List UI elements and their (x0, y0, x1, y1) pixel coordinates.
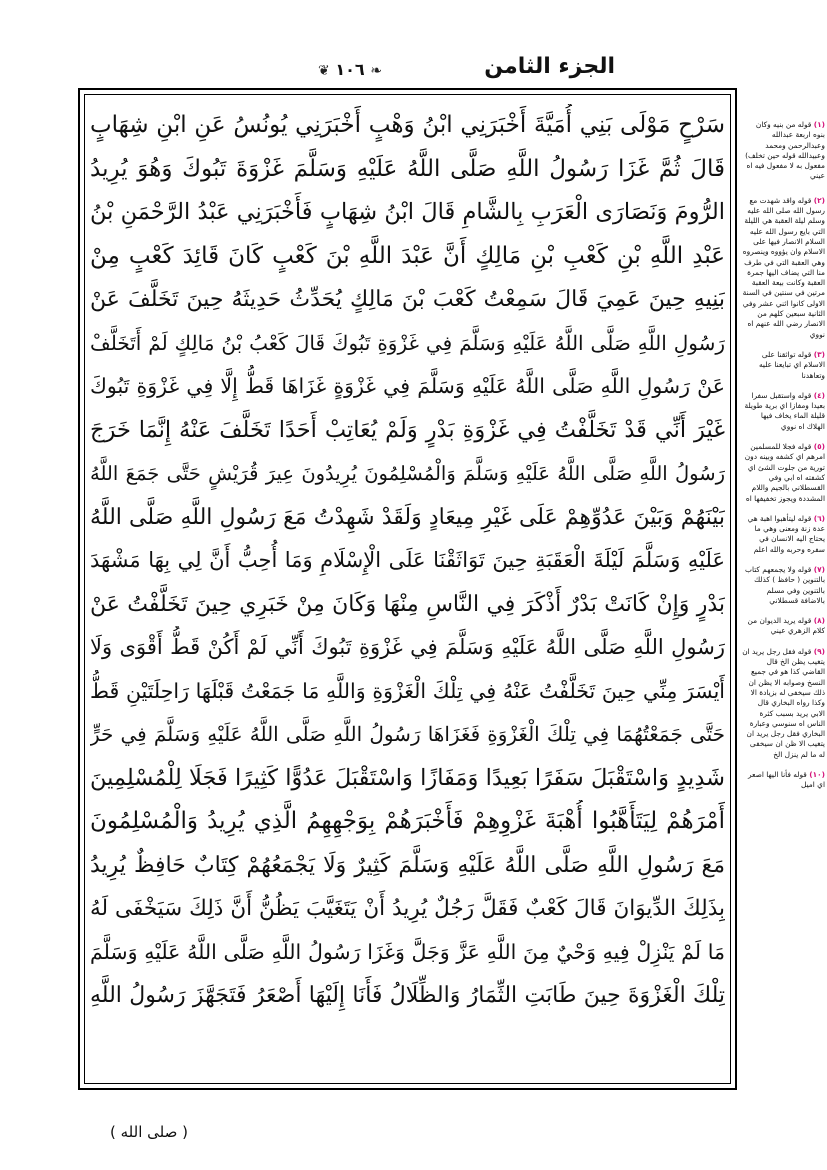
main-line: سَرْحٍ مَوْلَى بَنِي أُمَيَّةَ أَخْبَرَنِي ابْنُ وَهْبٍ أَخْبَرَنِي يُونُسُ عَنِ ابْنِ شِهَابٍ (90, 112, 725, 138)
main-line: عَنْ رَسُولِ اللَّهِ صَلَّى اللَّهُ عَلَيْهِ وَسَلَّمَ فِي غَزْوَةٍ غَزَاهَا قَطُّ إِلَّا فِي غَزْوَةِ تَبُوكَ (90, 374, 725, 398)
note-text: قوله واقد شهدت مع رسول الله صلى الله عليه وسلم ليلة العقبة هي الليلة التي بايع رسول الله عليه السلام الانصار فيها على الاسلام وان يؤووه وينصروه وهي العقبة التي في طرف منا التي يضاف اليها جمرة العقبة وكانت بيعة العقبة مرتين في سنتين في السنة الاولى كانوا اثني عشر وفي الثانية سبعين كلهم من الانصار رضي الله عنهم اه نووي (742, 195, 825, 339)
main-line: بَنِيهِ حِينَ عَمِيَ قَالَ سَمِعْتُ كَعْبَ بْنَ مَالِكٍ يُحَدِّثُ حَدِيثَهُ حِينَ تَخَلَّفَ عَنْ (90, 287, 725, 312)
note-number: (٣) (813, 349, 825, 359)
main-line: تِلْكَ الْغَزْوَةَ حِينَ طَابَتِ الثِّمَارُ وَالظِّلَالُ فَأَنَا إِلَيْهَا أَصْعَرُ فَتَجَهَّزَ رَسُولُ اللَّهِ (90, 983, 725, 1008)
main-line: الرُّومَ وَنَصَارَى الْعَرَبِ بِالشَّامِ قَالَ ابْنُ شِهَابٍ فَأَخْبَرَنِي عَبْدُ الرَّحْمَنِ بْنُ (90, 199, 725, 225)
main-line: رَسُولِ اللَّهِ صَلَّى اللَّهُ عَلَيْهِ وَسَلَّمَ فِي غَزْوَةِ تَبُوكَ أَنِّي لَمْ أَكُنْ قَطُّ أَقْوَى وَلَا (90, 635, 725, 659)
note (742, 514, 825, 555)
note-text: قوله ولا يجمعهم كتاب بالتنوين ( حافظ ) كذلك بالتنوين وفي مسلم بالاضافة قسطلاني (744, 564, 825, 605)
note-text: قوله ليتأهبوا اهبة هي عدة زنة ومعنى وهي ما يحتاج اليه الانسان في سفره وحربه والله اعلم (747, 513, 825, 554)
note-number: (١) (813, 120, 825, 129)
right-ornament-icon: ❧ (370, 63, 382, 79)
page-number-value: ١٠٦ (335, 60, 365, 79)
note (742, 565, 825, 606)
note-text: قوله فأنا اليها اصعر اي اميل (747, 770, 825, 790)
note (742, 350, 825, 381)
note-text: قوله فجلا للمسلمين امرهم اي كشفه وبينه دون تورية من جلوت الشئ اي كشفته اه ابي وفي القسطلاني بالجيم واللام المشددة ويجوز تخفيفها اه (744, 442, 825, 503)
marginal-notes (742, 120, 825, 1090)
note-number: (٧) (813, 564, 825, 574)
main-text (90, 104, 725, 1084)
volume-title: الجزء الثامن (484, 54, 615, 79)
note-number: (٦) (813, 513, 825, 523)
note-number: (٢) (813, 195, 825, 205)
note (742, 647, 825, 760)
note-number: (٤) (813, 390, 825, 400)
note (742, 196, 825, 340)
main-line: أَيْسَرَ مِنِّي حِينَ تَخَلَّفْتُ عَنْهُ فِي تِلْكَ الْغَزْوَةِ وَاللَّهِ مَا جَمَعْتُ قَبْلَهَا رَاحِلَتَيْنِ قَطُّ (90, 678, 725, 703)
note-text: قوله تواثقنا على الاسلام اي تبايعنا عليه وتعاهدنا (758, 349, 825, 380)
note (742, 616, 825, 637)
catchword: ( صلى الله ) (110, 1123, 188, 1141)
note (742, 120, 825, 182)
main-line: غَيْرَ أَنِّي قَدْ تَخَلَّفْتُ فِي غَزْوَةِ بَدْرٍ وَلَمْ يُعَاتِبْ أَحَدًا تَخَلَّفَ عَنْهُ إِنَّمَا خَرَجَ (90, 416, 725, 443)
note-text: قوله من بنيه وكان بنوه اربعة عبدالله وعبدالرحمن ومحمد وعبيدالله قوله حين تخلف) مفعول به لا مفعول فيه اه عيني (745, 120, 825, 181)
note-number: (٩) (813, 646, 825, 656)
note-text: قوله يريد الديوان من كلام الزهري عيني (747, 616, 825, 636)
main-line: رَسُولُ اللَّهِ صَلَّى اللَّهُ عَلَيْهِ وَسَلَّمَ وَالْمُسْلِمُونَ يُرِيدُونَ عِيرَ قُرَيْشٍ حَتَّى جَمَعَ اللَّهُ (90, 462, 725, 485)
main-line: مَعَ رَسُولِ اللَّهِ صَلَّى اللَّهُ عَلَيْهِ وَسَلَّمَ كَثِيرٌ وَلَا يَجْمَعُهُمْ كِتَابٌ حَافِظٌ يُرِيدُ (90, 852, 725, 878)
note-number: (٨) (813, 616, 825, 626)
main-line: بَيْنَهُمْ وَبَيْنَ عَدُوِّهِمْ عَلَى غَيْرِ مِيعَادٍ وَلَقَدْ شَهِدْتُ مَعَ رَسُولِ اللَّهِ صَلَّى اللَّهُ (90, 504, 725, 530)
main-line: بَدْرٍ وَإِنْ كَانَتْ بَدْرٌ أَذْكَرَ فِي النَّاسِ مِنْهَا وَكَانَ مِنْ خَبَرِي حِينَ تَخَلَّفْتُ عَنْ (90, 591, 725, 617)
note-text: قوله فقل رجل يريد ان يتغيب يظن الخ قال القاضي كذا هو في جميع النسخ وصوابه الا يظن ان ذلك سيخفى له بزيادة الا وكذا رواه البخاري قال الابي يريد بسبب كثرة الناس اه سنوسي وعبارة البخاري فقل رجل يريد ان يتغيب الا ظن ان سيخفى له ما لم ينزل الخ (742, 646, 825, 759)
main-line: قَالَ ثُمَّ غَزَا رَسُولُ اللَّهِ صَلَّى اللَّهُ عَلَيْهِ وَسَلَّمَ غَزْوَةَ تَبُوكَ وَهُوَ يُرِيدُ (90, 155, 725, 182)
main-line: حَتَّى جَمَعْتُهُمَا فِي تِلْكَ الْغَزْوَةِ فَغَزَاهَا رَسُولُ اللَّهِ صَلَّى اللَّهُ عَلَيْهِ وَسَلَّمَ فِي حَرٍّ (90, 722, 725, 746)
note (742, 442, 825, 504)
main-line: عَبْدِ اللَّهِ بْنِ كَعْبِ بْنِ مَالِكٍ أَنَّ عَبْدَ اللَّهِ بْنَ كَعْبٍ كَانَ قَائِدَ كَعْبٍ مِنْ (90, 242, 725, 269)
note (742, 391, 825, 432)
main-line: رَسُولِ اللَّهِ صَلَّى اللَّهُ عَلَيْهِ وَسَلَّمَ فِي غَزْوَةِ تَبُوكَ قَالَ كَعْبُ بْنُ مَالِكٍ لَمْ أَتَخَلَّفْ (90, 330, 725, 355)
note (742, 770, 825, 791)
main-line: أَمْرَهُمْ لِيَتَأَهَّبُوا أُهْبَةَ غَزْوِهِمْ فَأَخْبَرَهُمْ بِوَجْهِهِمُ الَّذِي يُرِيدُ وَالْمُسْلِمُونَ (90, 808, 725, 834)
main-line: شَدِيدٍ وَاسْتَقْبَلَ سَفَرًا بَعِيدًا وَمَفَازًا وَاسْتَقْبَلَ عَدُوًّا كَثِيرًا فَجَلَا لِلْمُسْلِمِينَ (90, 764, 725, 791)
left-ornament-icon: ❦ (318, 63, 330, 79)
main-line: مَا لَمْ يَنْزِلْ فِيهِ وَحْيٌ مِنَ اللَّهِ عَزَّ وَجَلَّ وَغَزَا رَسُولُ اللَّهِ صَلَّى اللَّهُ عَلَيْهِ وَسَلَّمَ (90, 939, 725, 964)
main-line: بِذَلِكَ الدِّيوَانَ قَالَ كَعْبٌ فَقَلَّ رَجُلٌ يُرِيدُ أَنْ يَتَغَيَّبَ يَظُنُّ أَنَّ ذَلِكَ سَيَخْفَى لَهُ (90, 896, 725, 921)
note-text: قوله واستقبل سفرا بعيدا ومفازا اي برية طويلة قليلة الماء يخاف فيها الهلاك اه نووي (744, 390, 825, 431)
note-number: (١٠) (809, 770, 825, 780)
page-number (300, 60, 400, 79)
main-line: عَلَيْهِ وَسَلَّمَ لَيْلَةَ الْعَقَبَةِ حِينَ تَوَاثَقْنَا عَلَى الْإِسْلَامِ وَمَا أُحِبُّ أَنَّ لِي بِهَا مَشْهَدَ (90, 548, 725, 572)
note-number: (٥) (813, 442, 825, 452)
